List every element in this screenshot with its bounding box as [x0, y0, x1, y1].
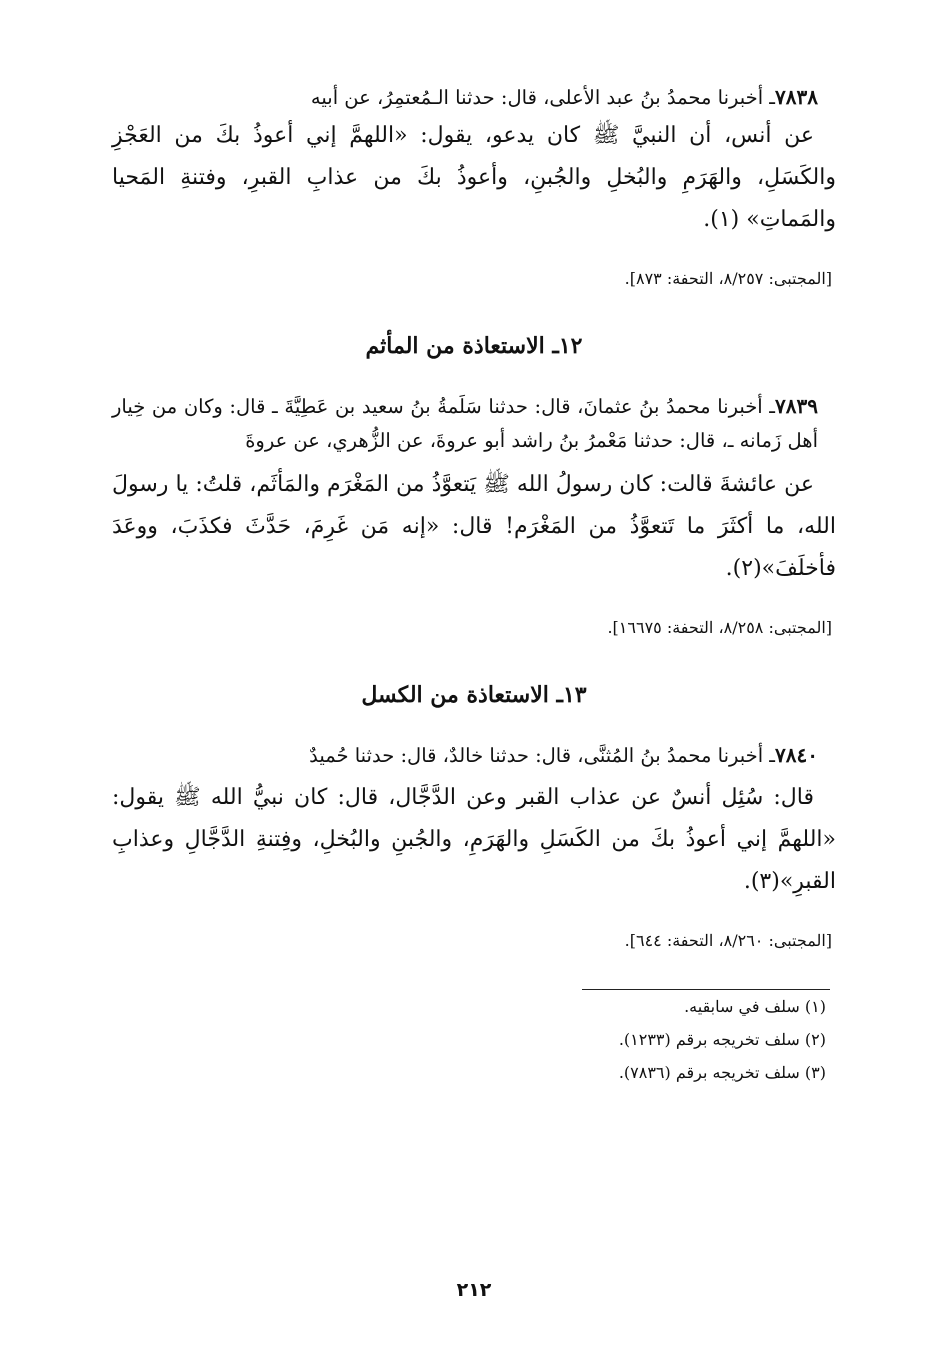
isnad-text: ـ أخبرنا محمدُ بنُ عبد الأعلى، قال: حدثنا الـمُعتمِرُ، عن أبيه	[310, 86, 776, 109]
hadith-7839-matn: عن عائشةَ قالت: كان رسولُ الله ﷺ يَتعوَّذُ من المَغْرَم والمَأثَم، قلتُ: يا رسولَ الله، ما أكثَرَ ما تَتعوَّذُ من المَغْرَم! قال: «إنه مَن غَرِمَ، حَدَّثَ فكذَبَ، ووعَدَ فأخلَفَ»(٢).	[112, 472, 836, 581]
isnad-text: ـ أخبرنا محمدُ بنُ المُثنَّى، قال: حدثنا خالدٌ، قال: حدثنا حُميدٌ	[309, 744, 776, 767]
section-12-heading: ١٢ـ الاستعاذة من المأثم	[365, 333, 583, 359]
section-13-heading: ١٣ـ الاستعاذة من الكسل	[361, 682, 587, 708]
hadith-number: ٧٨٣٨	[775, 85, 818, 109]
hadith-7840-matn: قال: سُئِل أنسٌ عن عذاب القبر وعن الدَّجَّال، قال: كان نبيُّ الله ﷺ يقول: «اللهمَّ إني أعوذُ بكَ من الكَسَلِ والهَرَمِ، والجُبنِ والبُخلِ، وفِتنةِ الدَّجَّالِ وعذابِ القبرِ»(٣).	[112, 785, 836, 894]
hadith-7839-isnad	[112, 389, 836, 458]
footnote-3: (٣) سلف تخريجه برقم (٧٨٣٦).	[618, 1063, 826, 1082]
isnad-text: ـ أخبرنا محمدُ بنُ عثمانَ، قال: حدثنا سَلَمةُ بنُ سعيد بن عَطِيَّةَ ـ قال: وكان من خِيار أهل زَمانه ـ، قال: حدثنا مَعْمرُ بنُ راشد أبو عروةَ، عن الزُّهري، عن عروةَ	[112, 395, 818, 452]
page-number: ٢١٢	[456, 1279, 492, 1301]
hadith-number: ٧٨٣٩	[775, 394, 818, 418]
hadith-7840-isnad	[112, 738, 836, 773]
hadith-7838-reference: [المجتبى: ٨/٢٥٧، التحفة: ٨٧٣].	[624, 269, 832, 288]
footnote-2: (٢) سلف تخريجه برقم (١٢٣٣).	[618, 1030, 826, 1049]
hadith-7838-isnad	[112, 80, 836, 115]
hadith-7838-matn: عن أنس، أن النبيَّ ﷺ كان يدعو، يقول: «اللهمَّ إني أعوذُ بكَ من العَجْزِ والكَسَلِ، والهَرَمِ والبُخلِ والجُبنِ، وأعوذُ بكَ من عذابِ القبرِ، وفتنةِ المَحيا والمَماتِ» (١).	[112, 123, 836, 232]
footnote-1: (١) سلف في سابقيه.	[684, 997, 826, 1016]
hadith-7840-reference: [المجتبى: ٨/٢٦٠، التحفة: ٦٤٤].	[624, 931, 832, 950]
hadith-number: ٧٨٤٠	[775, 743, 818, 767]
hadith-7839-reference: [المجتبى: ٨/٢٥٨، التحفة: ١٦٦٧٥].	[607, 618, 832, 637]
page-body	[112, 80, 836, 1089]
